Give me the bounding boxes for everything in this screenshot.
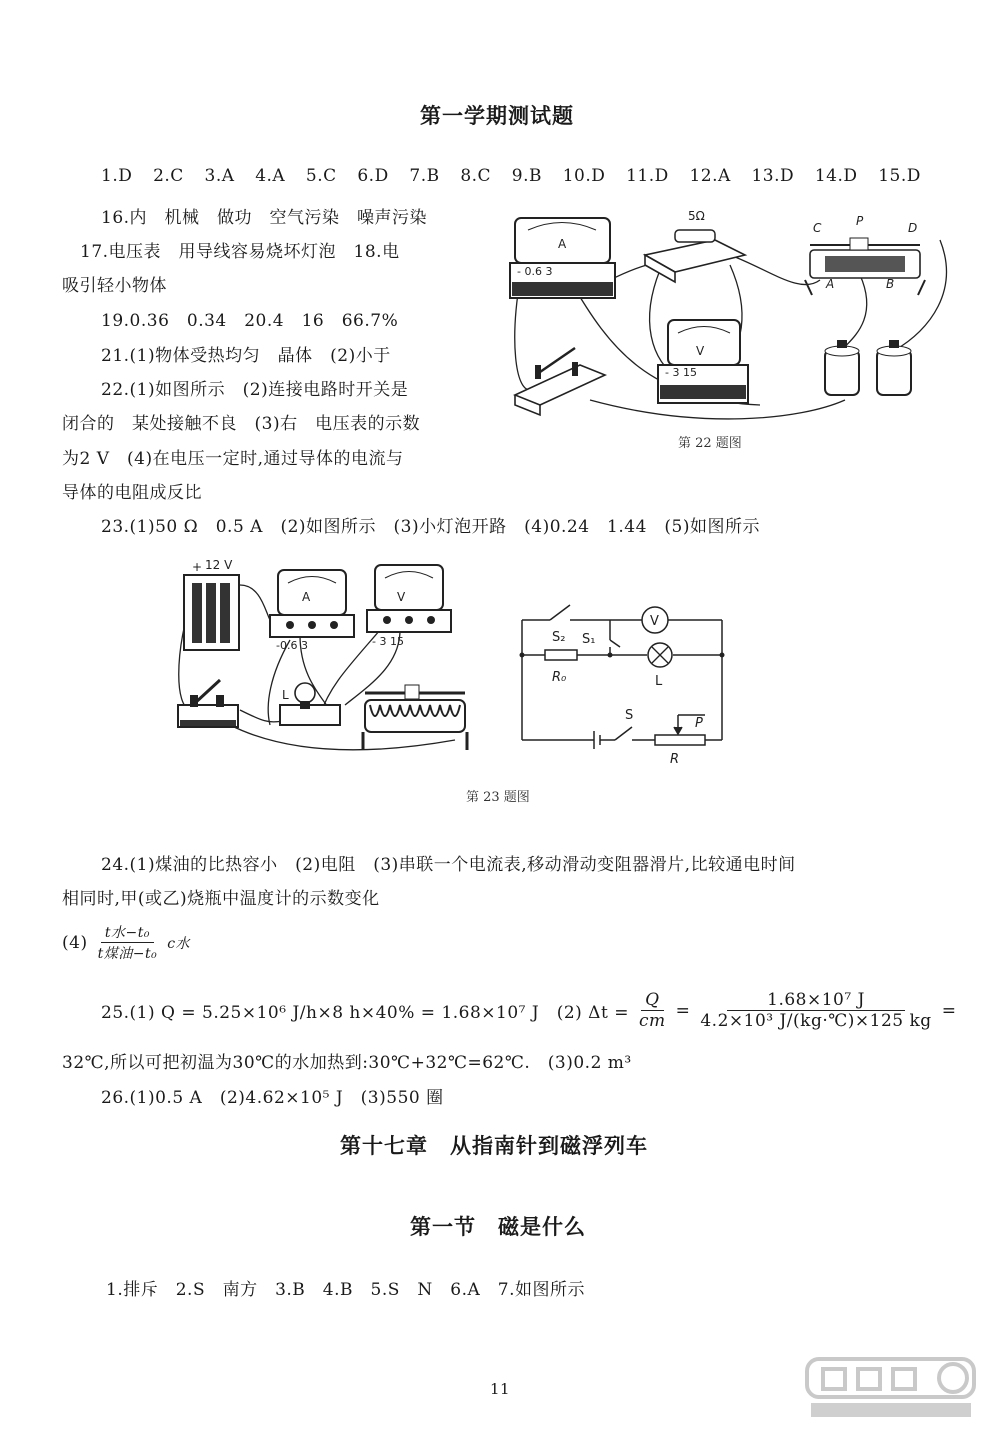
answer-24-line1: 24.(1)煤油的比热容小 (2)电阻 (3)串联一个电流表,移动滑动变阻器滑片,比较通电时间 — [101, 855, 796, 875]
fraction-denominator: 4.2×10³ J/(kg·℃)×125 kg — [700, 1011, 932, 1031]
answer-item: 11.D — [626, 166, 669, 186]
ammeter-icon — [510, 218, 615, 298]
equals-sign: = — [675, 1000, 691, 1021]
schematic-s1: S₁ — [582, 632, 596, 647]
battery-plus: + — [192, 560, 203, 574]
watermark-logo — [803, 1355, 978, 1420]
equals-sign: = — [941, 1000, 957, 1021]
answer-line: 17.电压表 用导线容易烧坏灯泡 18.电 — [80, 242, 400, 262]
answer-line: 吸引轻小物体 — [62, 276, 167, 296]
answer-line: 为2 V (4)在电压一定时,通过导体的电流与 — [62, 449, 404, 469]
answer-line: 21.(1)物体受热均匀 晶体 (2)小于 — [101, 346, 391, 366]
answer-line: 16.内 机械 做功 空气污染 噪声污染 — [101, 208, 428, 228]
battery-pack-icon — [184, 575, 239, 650]
answer-24-suffix: c水 — [167, 935, 191, 952]
answer-24-fraction — [94, 922, 162, 963]
rheostat-p: P — [856, 214, 864, 228]
battery-voltage: 12 V — [205, 558, 233, 572]
switch-icon — [178, 680, 238, 727]
page-title: 第一学期测试题 — [420, 104, 574, 128]
schematic-r0: R₀ — [552, 670, 567, 685]
schematic-r: R — [670, 752, 680, 767]
fraction-numerator: 1.68×10⁷ J — [727, 990, 905, 1011]
figure-23-schematic — [510, 575, 750, 770]
schematic-v: V — [650, 614, 659, 629]
answer-item: 3.A — [204, 166, 235, 186]
figure-22-caption: 第 22 题图 — [678, 436, 742, 451]
answer-item: 4.A — [255, 166, 286, 186]
ammeter-letter: A — [302, 590, 311, 604]
answer-item: 1.D — [101, 166, 133, 186]
voltmeter-terminals: - 3 15 — [665, 366, 697, 379]
watermark-icon — [803, 1355, 978, 1420]
resistor-label: 5Ω — [688, 209, 705, 223]
answer-line: 19.0.36 0.34 20.4 16 66.7% — [101, 311, 399, 331]
figure-23-caption: 第 23 题图 — [466, 790, 530, 805]
voltmeter-icon — [658, 320, 748, 403]
lamp-icon — [280, 683, 340, 725]
rheostat-c: C — [813, 221, 822, 235]
answer-item: 15.D — [878, 166, 921, 186]
answer-25 — [101, 990, 956, 1031]
answer-item: 12.A — [689, 166, 731, 186]
fraction-denominator: cm — [638, 1011, 666, 1031]
answer-line: 闭合的 某处接触不良 (3)右 电压表的示数 — [62, 414, 421, 434]
schematic-s: S — [625, 708, 634, 723]
section-answers: 1.排斥 2.S 南方 3.B 4.B 5.S N 6.A 7.如图所示 — [106, 1280, 585, 1300]
answer-item: 14.D — [814, 166, 858, 186]
answer-25-line2: 32℃,所以可把初温为30℃的水加热到:30℃+32℃=62℃. (3)0.2 m³ — [62, 1053, 632, 1073]
fraction-numerator: t水−t₀ — [101, 922, 154, 943]
answer-25-fraction-2 — [696, 990, 935, 1031]
figure-22 — [500, 200, 950, 430]
rheostat-icon — [805, 238, 925, 295]
ammeter-terminals: -0.6 3 — [276, 639, 308, 652]
voltmeter-letter: V — [397, 590, 406, 604]
fraction-denominator: t煤油−t₀ — [97, 946, 158, 962]
answer-row-1 — [101, 166, 921, 186]
answer-item: 7.B — [409, 166, 440, 186]
answer-23: 23.(1)50 Ω 0.5 A (2)如图所示 (3)小灯泡开路 (4)0.24 1.44 (5)如图所示 — [101, 517, 760, 537]
answer-24-part4-label: (4) — [62, 932, 88, 953]
answer-item: 10.D — [562, 166, 606, 186]
ammeter-terminals: - 0.6 3 — [517, 265, 553, 278]
chapter-title: 第十七章 从指南针到磁浮列车 — [340, 1134, 648, 1158]
answer-26: 26.(1)0.5 A (2)4.62×10⁵ J (3)550 圈 — [101, 1088, 444, 1108]
voltmeter-letter: V — [696, 344, 705, 358]
answer-25-part1: 25.(1) Q = 5.25×10⁶ J/h×8 h×40% = 1.68×10⁷ J (2) Δt = — [101, 1003, 629, 1023]
answer-item: 8.C — [460, 166, 492, 186]
answer-line: 导体的电阻成反比 — [62, 483, 202, 503]
rheostat-a: A — [826, 277, 835, 291]
schematic-l: L — [655, 674, 663, 689]
answer-line: 22.(1)如图所示 (2)连接电路时开关是 — [101, 380, 409, 400]
ammeter-letter: A — [558, 237, 567, 251]
lamp-icon — [648, 643, 672, 667]
voltmeter-terminals: - 3 15 — [372, 635, 404, 648]
rheostat-d: D — [908, 221, 918, 235]
schematic-p: P — [695, 716, 703, 731]
ammeter-icon — [270, 570, 354, 637]
rheostat-b: B — [886, 277, 895, 291]
voltmeter-icon — [367, 565, 451, 632]
lamp-label: L — [282, 688, 289, 702]
section-title: 第一节 磁是什么 — [410, 1215, 586, 1239]
answer-item: 6.D — [357, 166, 389, 186]
answer-item: 2.C — [153, 166, 184, 186]
answer-24-line2: 相同时,甲(或乙)烧瓶中温度计的示数变化 — [62, 889, 380, 909]
page-number: 11 — [490, 1380, 511, 1398]
answer-item: 5.C — [305, 166, 337, 186]
resistor-board-icon — [645, 230, 745, 282]
answer-item: 9.B — [511, 166, 542, 186]
fraction-numerator: Q — [641, 990, 663, 1011]
answer-24-part4 — [62, 922, 190, 963]
answer-25-fraction-1 — [635, 990, 670, 1031]
answer-item: 13.D — [751, 166, 795, 186]
switch-icon — [515, 348, 605, 415]
figure-23-apparatus — [170, 555, 480, 765]
battery-icon — [825, 340, 911, 395]
schematic-s2: S₂ — [552, 630, 566, 645]
